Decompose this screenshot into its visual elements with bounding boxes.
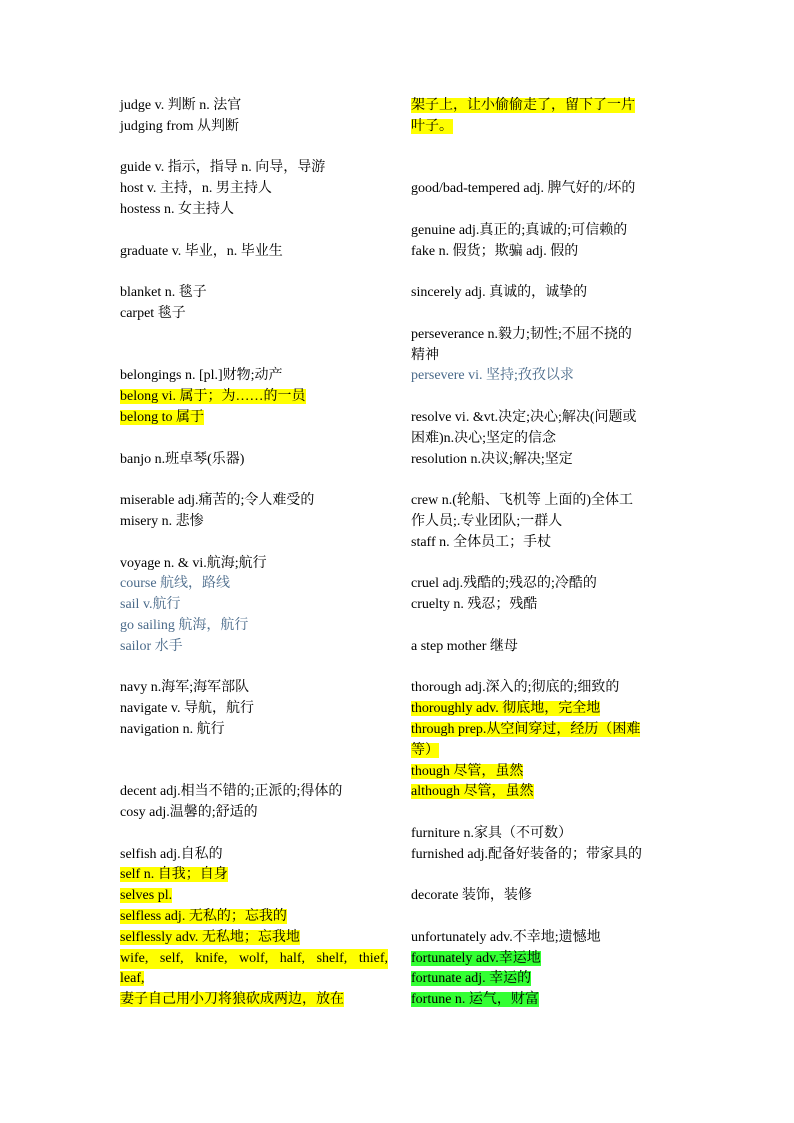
left-col-line xyxy=(120,928,388,949)
left-col-line-text: banjo n.班卓琴(乐器) xyxy=(120,451,245,467)
left-col-line xyxy=(120,720,388,741)
right-col-line-text: a step mother 继母 xyxy=(411,638,518,654)
right-col-line xyxy=(411,304,677,325)
right-col-line-text: through prep.从空间穿过，经历（困难 xyxy=(411,721,641,737)
right-col-line-text: fortune n. 运气，财富 xyxy=(411,992,539,1008)
right-col-line xyxy=(411,907,677,928)
right-col-line-text: perseverance n.毅力;韧性;不屈不挠的 xyxy=(411,326,632,342)
right-col-line xyxy=(411,512,677,533)
left-col-line xyxy=(120,762,388,783)
right-col-line-text: cruel adj.残酷的;残忍的;冷酷的 xyxy=(411,576,597,592)
left-col-line xyxy=(120,658,388,679)
right-col-line xyxy=(411,283,677,304)
left-col-line-text: navigate v. 导航，航行 xyxy=(120,701,255,717)
left-col-line-text: self n. 自我；自身 xyxy=(120,867,228,883)
left-col-line-text: selves pl. xyxy=(120,888,173,904)
right-col-line xyxy=(411,782,677,803)
right-col-line-text: 叶子。 xyxy=(411,118,453,134)
right-col-line xyxy=(411,325,677,346)
left-col-line xyxy=(120,845,388,866)
right-col-line-text: staff n. 全体员工；手杖 xyxy=(411,534,552,550)
right-col-line-text: fortunate adj. 幸运的 xyxy=(411,971,532,987)
right-col-line-text: thoroughly adv. 彻底地，完全地 xyxy=(411,701,601,717)
right-col-line xyxy=(411,762,677,783)
right-col-line xyxy=(411,678,677,699)
right-col-line xyxy=(411,450,677,471)
left-col-line xyxy=(120,262,388,283)
right-col-line-text: resolution n.决议;解决;坚定 xyxy=(411,451,573,467)
left-col-line xyxy=(120,990,388,1011)
right-col-line-text: 作人员;.专业团队;一群人 xyxy=(411,513,563,529)
left-col-line-text: miserable adj.痛苦的;令人难受的 xyxy=(120,493,315,509)
left-col-line-text: judge v. 判断 n. 法官 xyxy=(120,98,242,113)
right-col-line-text: good/bad-tempered adj. 脾气好的/坏的 xyxy=(411,181,636,197)
left-col-line xyxy=(120,96,388,117)
left-col-line xyxy=(120,616,388,637)
left-col-line xyxy=(120,554,388,575)
right-col-line xyxy=(411,366,677,387)
right-col-line xyxy=(411,990,677,1011)
left-col-line xyxy=(120,346,388,367)
left-col-line xyxy=(120,949,388,970)
left-col-line xyxy=(120,138,388,159)
left-col-line-text: judging from 从判断 xyxy=(120,118,239,134)
left-col-line xyxy=(120,595,388,616)
right-col-line-text: although 尽管，虽然 xyxy=(411,784,534,800)
right-col-line-text: decorate 装饰，装修 xyxy=(411,888,532,904)
left-col-line-text: carpet 毯子 xyxy=(120,305,186,321)
left-col-line-text: 妻子自己用小刀将狼砍成两边，放在 xyxy=(120,992,344,1008)
right-col-line-text: resolve vi. &vt.决定;决心;解决(问题或 xyxy=(411,409,637,425)
left-col-line xyxy=(120,782,388,803)
left-col-line-text: blanket n. 毯子 xyxy=(120,285,207,301)
left-col-line xyxy=(120,824,388,845)
right-col-line xyxy=(411,429,677,450)
left-col-line-text: graduate v. 毕业，n. 毕业生 xyxy=(120,243,283,259)
left-col-line xyxy=(120,408,388,429)
right-col-line xyxy=(411,200,677,221)
right-col-line xyxy=(411,886,677,907)
left-col-line xyxy=(120,179,388,200)
right-col-line xyxy=(411,658,677,679)
right-col-line xyxy=(411,699,677,720)
left-col-line-text: wife, self, knife, wolf, half, shelf, thief, xyxy=(120,949,388,970)
left-column xyxy=(120,96,388,1011)
right-col-line-text: thorough adj.深入的;彻底的;细致的 xyxy=(411,680,620,696)
right-col-line-text: though 尽管，虽然 xyxy=(411,763,524,779)
left-col-line xyxy=(120,283,388,304)
left-col-line-text: decent adj.相当不错的;正派的;得体的 xyxy=(120,784,343,800)
left-col-line-text: go sailing 航海，航行 xyxy=(120,617,249,633)
left-col-line xyxy=(120,637,388,658)
left-col-line-text: selfish adj.自私的 xyxy=(120,846,223,862)
right-col-line xyxy=(411,845,677,866)
left-col-line xyxy=(120,200,388,221)
left-col-line-text: navy n.海军;海军部队 xyxy=(120,680,250,696)
left-col-line-text: sailor 水手 xyxy=(120,638,183,654)
right-col-line xyxy=(411,595,677,616)
right-col-line xyxy=(411,179,677,200)
right-col-line xyxy=(411,346,677,367)
right-col-line xyxy=(411,221,677,242)
right-col-line xyxy=(411,96,677,117)
right-col-line xyxy=(411,824,677,845)
left-col-line-text: host v. 主持，n. 男主持人 xyxy=(120,181,272,197)
left-col-line-text: course 航线，路线 xyxy=(120,576,231,592)
right-col-line-text: unfortunately adv.不幸地;遗憾地 xyxy=(411,929,601,945)
right-col-line xyxy=(411,138,677,159)
right-col-line-text: cruelty n. 残忍；残酷 xyxy=(411,597,538,613)
right-col-line xyxy=(411,720,677,741)
left-col-line xyxy=(120,304,388,325)
left-col-line xyxy=(120,366,388,387)
right-col-line xyxy=(411,491,677,512)
right-col-line xyxy=(411,616,677,637)
right-col-line xyxy=(411,408,677,429)
right-col-line-text: crew n.(轮船、飞机等 上面的)全体工 xyxy=(411,493,634,509)
left-col-line xyxy=(120,158,388,179)
left-col-line xyxy=(120,886,388,907)
right-col-line xyxy=(411,741,677,762)
left-col-line-text: leaf, xyxy=(120,971,145,987)
right-col-line xyxy=(411,949,677,970)
right-col-line xyxy=(411,117,677,138)
left-col-line-text: belong to 属于 xyxy=(120,409,204,425)
right-col-line-text: sincerely adj. 真诚的，诚挚的 xyxy=(411,285,588,301)
right-col-line-text: 架子上，让小偷偷走了，留下了一片 xyxy=(411,98,635,113)
left-col-line-text: cosy adj.温馨的;舒适的 xyxy=(120,805,258,821)
right-col-line-text: furnished adj.配备好装备的；带家具的 xyxy=(411,846,642,862)
right-col-line xyxy=(411,554,677,575)
left-col-line xyxy=(120,969,388,990)
left-col-line xyxy=(120,699,388,720)
right-col-line xyxy=(411,928,677,949)
left-col-line-text: voyage n. & vi.航海;航行 xyxy=(120,555,267,571)
right-col-line xyxy=(411,242,677,263)
left-col-line-text: selfless adj. 无私的；忘我的 xyxy=(120,909,287,925)
left-col-line xyxy=(120,865,388,886)
right-col-line-text: 困难)n.决心;坚定的信念 xyxy=(411,430,557,446)
right-col-line-text: furniture n.家具（不可数） xyxy=(411,825,572,841)
right-col-line xyxy=(411,637,677,658)
left-col-line xyxy=(120,242,388,263)
right-col-line xyxy=(411,158,677,179)
right-col-line xyxy=(411,803,677,824)
left-col-line xyxy=(120,574,388,595)
left-col-line xyxy=(120,678,388,699)
left-col-line xyxy=(120,221,388,242)
right-col-line-text: persevere vi. 坚持;孜孜以求 xyxy=(411,368,574,384)
left-col-line-text: belongings n. [pl.]财物;动产 xyxy=(120,368,283,384)
left-col-line xyxy=(120,512,388,533)
left-col-line-text: navigation n. 航行 xyxy=(120,721,225,737)
right-col-line xyxy=(411,865,677,886)
left-col-line-text: misery n. 悲惨 xyxy=(120,513,204,529)
left-col-line xyxy=(120,803,388,824)
left-col-line xyxy=(120,117,388,138)
left-col-line xyxy=(120,533,388,554)
right-column xyxy=(411,96,677,1011)
left-col-line-text: guide v. 指示，指导 n. 向导，导游 xyxy=(120,160,326,176)
right-col-line xyxy=(411,470,677,491)
left-col-line xyxy=(120,491,388,512)
left-col-line xyxy=(120,907,388,928)
right-col-line-text: fake n. 假货；欺骗 adj. 假的 xyxy=(411,243,579,259)
right-col-line xyxy=(411,969,677,990)
left-col-line-text: selflessly adv. 无私地；忘我地 xyxy=(120,929,300,945)
left-col-line xyxy=(120,450,388,471)
right-col-line-text: genuine adj.真正的;真诚的;可信赖的 xyxy=(411,222,628,238)
right-col-line-text: fortunately adv.幸运地 xyxy=(411,950,541,966)
left-col-line xyxy=(120,429,388,450)
left-col-line xyxy=(120,325,388,346)
left-col-line-text: belong vi. 属于；为……的一员 xyxy=(120,389,306,405)
left-col-line xyxy=(120,470,388,491)
left-col-line xyxy=(120,387,388,408)
left-col-line-text: hostess n. 女主持人 xyxy=(120,201,234,217)
left-col-line xyxy=(120,741,388,762)
right-col-line-text: 精神 xyxy=(411,347,439,363)
right-col-line xyxy=(411,262,677,283)
right-col-line-text: 等） xyxy=(411,742,439,758)
left-col-line-text: sail v.航行 xyxy=(120,597,181,613)
right-col-line xyxy=(411,574,677,595)
right-col-line xyxy=(411,387,677,408)
right-col-line xyxy=(411,533,677,554)
